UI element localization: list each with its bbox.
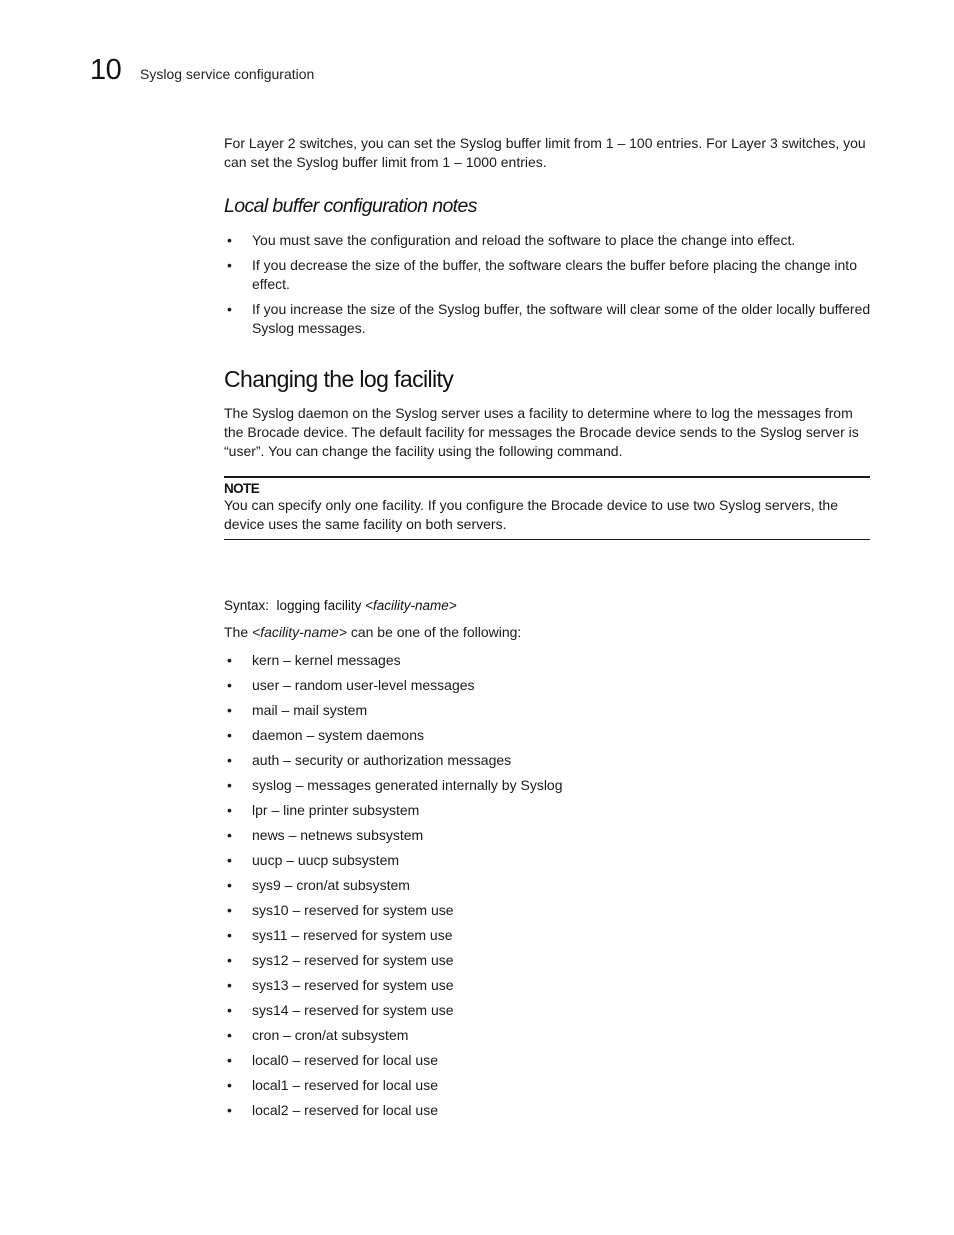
bullet-icon: • [227,677,232,693]
list-item-text: local0 – reserved for local use [252,1052,438,1068]
section-title: Changing the log facility [224,366,454,392]
syntax-argument: <facility-name> [365,598,457,613]
list-item-text: local2 – reserved for local use [252,1102,438,1118]
bullet-icon: • [227,927,232,943]
bullet-icon: • [227,702,232,718]
note-label: NOTE [224,481,260,496]
bullet-icon: • [227,1102,232,1118]
list-item-text: sys14 – reserved for system use [252,1002,454,1018]
list-item [224,651,874,676]
list-item [224,1026,874,1051]
bullet-icon: • [227,902,232,918]
bullet-icon: • [227,977,232,993]
bullet-icon: • [227,752,232,768]
list-item-text: mail – mail system [252,702,368,718]
list-item-text: You must save the configuration and reload the software to place the change into effect. [252,232,796,248]
bullet-icon: • [227,852,232,868]
facility-intro [224,623,521,642]
list-item-text: uucp – uucp subsystem [252,852,400,868]
list-item [224,876,874,901]
list-item [224,901,874,926]
list-item [224,1101,874,1126]
list-item-text: auth – security or authorization messages [252,752,512,768]
list-item [224,801,874,826]
list-item [224,826,874,851]
bullet-icon: • [227,652,232,668]
syntax-label: Syntax: [224,598,270,613]
list-item-text: user – random user-level messages [252,677,475,693]
list-item [224,751,874,776]
note-bottom-divider [224,539,870,540]
list-item [224,1076,874,1101]
list-item-text: If you decrease the size of the buffer, the software clears the buffer before placing the change into effect. [252,257,857,292]
bullet-icon: • [227,1002,232,1018]
chapter-number: 10 [90,54,122,86]
list-item [224,300,874,338]
bullet-icon: • [227,232,232,248]
note-top-divider [224,476,870,478]
facility-intro-prefix: The [224,624,253,640]
syntax-command: logging facility [276,598,362,613]
list-item [224,1001,874,1026]
chapter-title: Syslog service configuration [140,66,315,82]
list-item [224,676,874,701]
list-item-text: news – netnews subsystem [252,827,424,843]
notes-heading: Local buffer configuration notes [224,195,477,217]
facility-intro-argument: <facility-name> [252,624,347,640]
bullet-icon: • [227,257,232,273]
section-paragraph: The Syslog daemon on the Syslog server uses a facility to determine where to log the messages from the Brocade device. The default facility for messages the Brocade device sends to the Syslog server is “user”. You can change the facility using the following command. [224,405,859,459]
bullet-icon: • [227,827,232,843]
list-item-text: local1 – reserved for local use [252,1077,438,1093]
list-item [224,256,874,294]
list-item-text: daemon – system daemons [252,727,424,743]
list-item-text: lpr – line printer subsystem [252,802,420,818]
bullet-icon: • [227,777,232,793]
list-item [224,951,874,976]
list-item [224,231,874,250]
bullet-icon: • [227,1077,232,1093]
facility-intro-suffix: can be one of the following: [346,624,522,640]
list-item-text: sys9 – cron/at subsystem [252,877,410,893]
bullet-icon: • [227,301,232,317]
bullet-icon: • [227,1027,232,1043]
notes-list [224,231,874,344]
list-item [224,726,874,751]
list-item [224,776,874,801]
bullet-icon: • [227,727,232,743]
note-text: You can specify only one facility. If you configure the Brocade device to use two Syslog servers, the device uses the same facility on both servers. [224,497,839,532]
list-item [224,1051,874,1076]
list-item-text: sys13 – reserved for system use [252,977,454,993]
list-item-text: sys12 – reserved for system use [252,952,454,968]
intro-paragraph: For Layer 2 switches, you can set the Syslog buffer limit from 1 – 100 entries. For Layer 3 switches, you can set the Syslog buffer limit from 1 – 1000 entries. [224,135,866,170]
bullet-icon: • [227,802,232,818]
bullet-icon: • [227,952,232,968]
list-item [224,851,874,876]
list-item [224,701,874,726]
list-item [224,976,874,1001]
syntax-line [224,596,457,615]
bullet-icon: • [227,1052,232,1068]
bullet-icon: • [227,877,232,893]
list-item [224,926,874,951]
list-item-text: If you increase the size of the Syslog buffer, the software will clear some of the older locally buffered Syslog messages. [252,301,871,336]
list-item-text: sys10 – reserved for system use [252,902,454,918]
list-item-text: sys11 – reserved for system use [252,927,453,943]
list-item-text: kern – kernel messages [252,652,401,668]
list-item-text: cron – cron/at subsystem [252,1027,409,1043]
list-item-text: syslog – messages generated internally by Syslog [252,777,563,793]
facility-list [224,651,874,1126]
